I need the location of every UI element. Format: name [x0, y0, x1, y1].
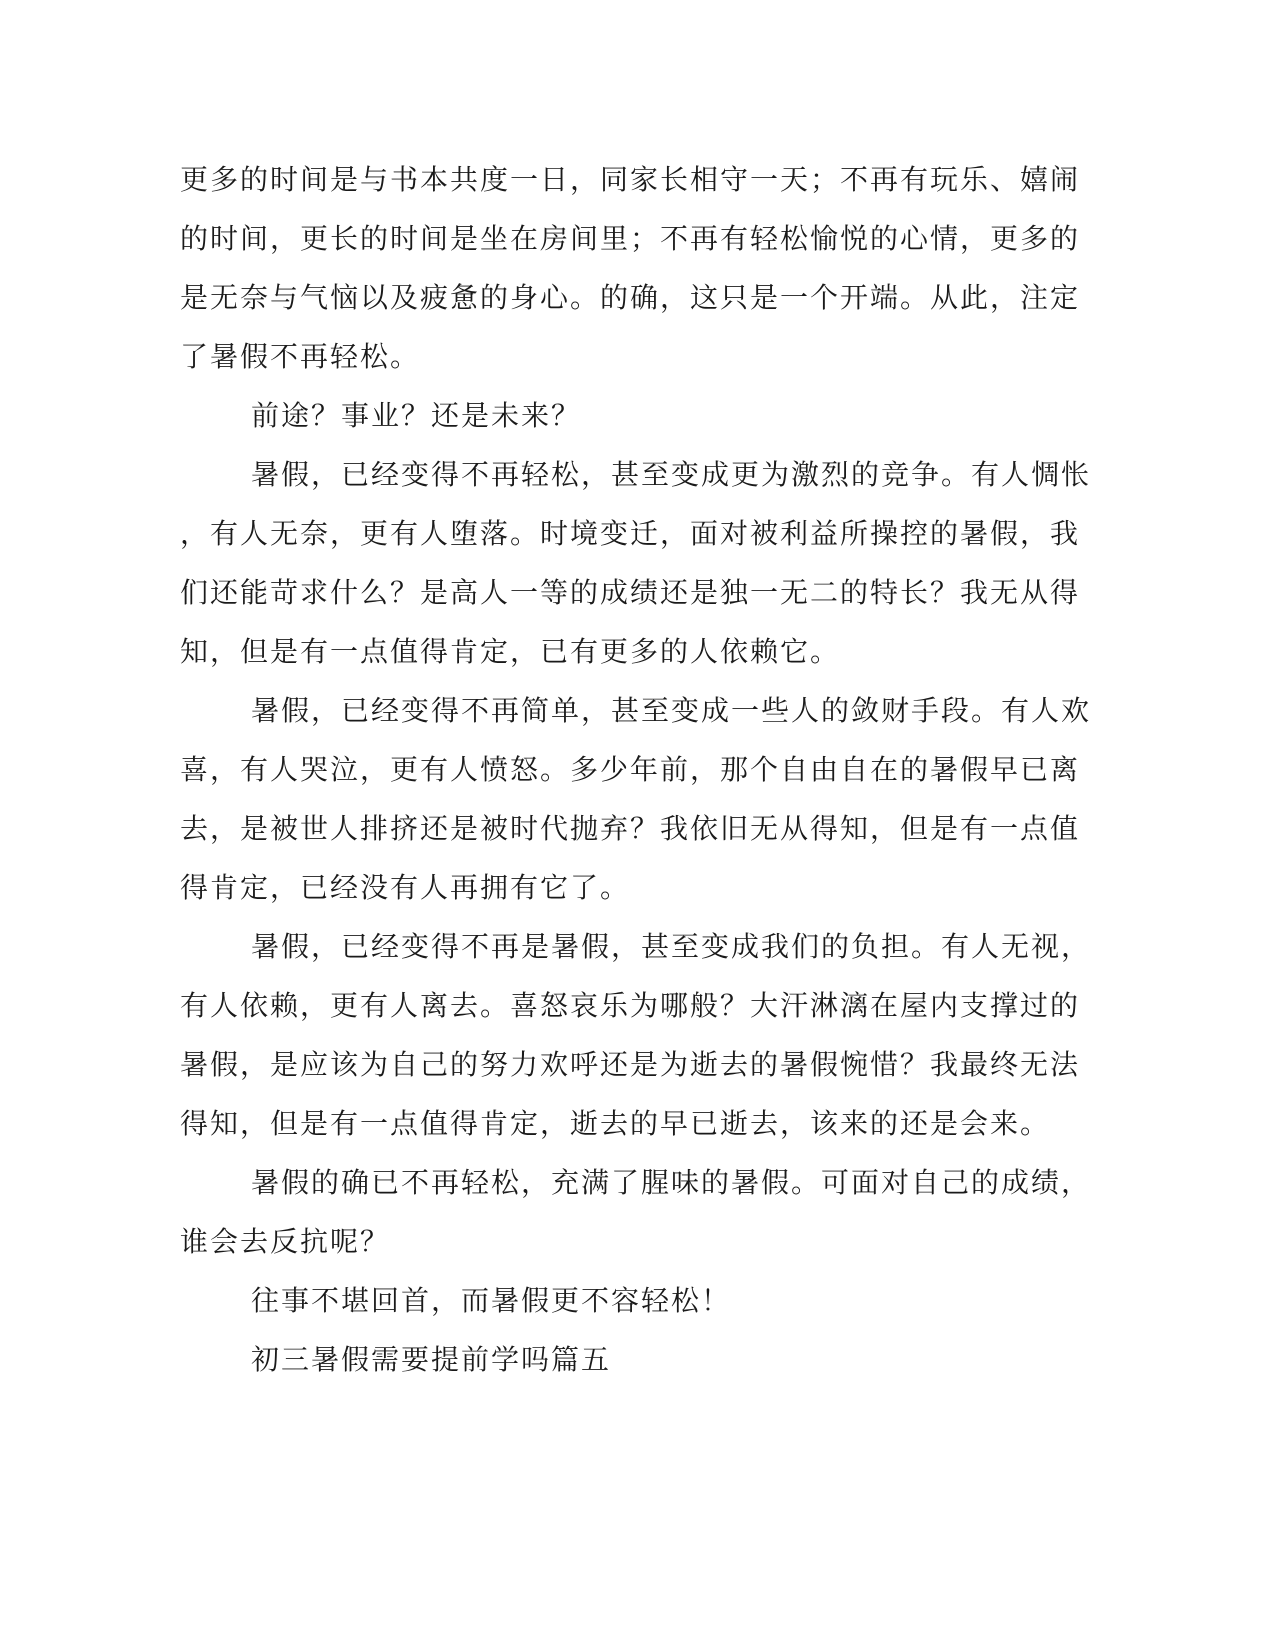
text-line: ，有人无奈，更有人堕落。时境变迁，面对被利益所操控的暑假，我 — [180, 517, 1081, 550]
text-line: 暑假，已经变得不再简单，甚至变成一些人的敛财手段。有人欢 — [251, 694, 1092, 727]
text-line: 前途？事业？还是未来？ — [251, 399, 582, 432]
text-line: 的时间，更长的时间是坐在房间里；不再有轻松愉悦的心情，更多的 — [180, 222, 1081, 255]
text-line: 暑假的确已不再轻松，充满了腥味的暑假。可面对自己的成绩， — [251, 1166, 1092, 1199]
text-line: 知，但是有一点值得肯定，已有更多的人依赖它。 — [180, 635, 841, 668]
text-line: 们还能苛求什么？是高人一等的成绩还是独一无二的特长？我无从得 — [180, 576, 1081, 609]
text-line: 喜，有人哭泣，更有人愤怒。多少年前，那个自由自在的暑假早已离 — [180, 753, 1081, 786]
text-line: 得知，但是有一点值得肯定，逝去的早已逝去，该来的还是会来。 — [180, 1107, 1051, 1140]
text-line: 往事不堪回首，而暑假更不容轻松！ — [251, 1284, 732, 1317]
text-line: 暑假，已经变得不再轻松，甚至变成更为激烈的竞争。有人惆怅 — [251, 458, 1092, 491]
text-line: 更多的时间是与书本共度一日，同家长相守一天；不再有玩乐、嬉闹 — [180, 163, 1081, 196]
section-heading: 初三暑假需要提前学吗篇五 — [251, 1343, 612, 1376]
text-line: 去，是被世人排挤还是被时代抛弃？我依旧无从得知，但是有一点值 — [180, 812, 1081, 845]
text-line: 得肯定，已经没有人再拥有它了。 — [180, 871, 631, 904]
text-line: 有人依赖，更有人离去。喜怒哀乐为哪般？大汗淋漓在屋内支撑过的 — [180, 989, 1081, 1022]
text-line: 了暑假不再轻松。 — [180, 340, 421, 373]
text-line: 谁会去反抗呢？ — [180, 1225, 391, 1258]
text-line: 是无奈与气恼以及疲惫的身心。的确，这只是一个开端。从此，注定 — [180, 281, 1081, 314]
text-line: 暑假，是应该为自己的努力欢呼还是为逝去的暑假惋惜？我最终无法 — [180, 1048, 1081, 1081]
text-line: 暑假，已经变得不再是暑假，甚至变成我们的负担。有人无视， — [251, 930, 1092, 963]
